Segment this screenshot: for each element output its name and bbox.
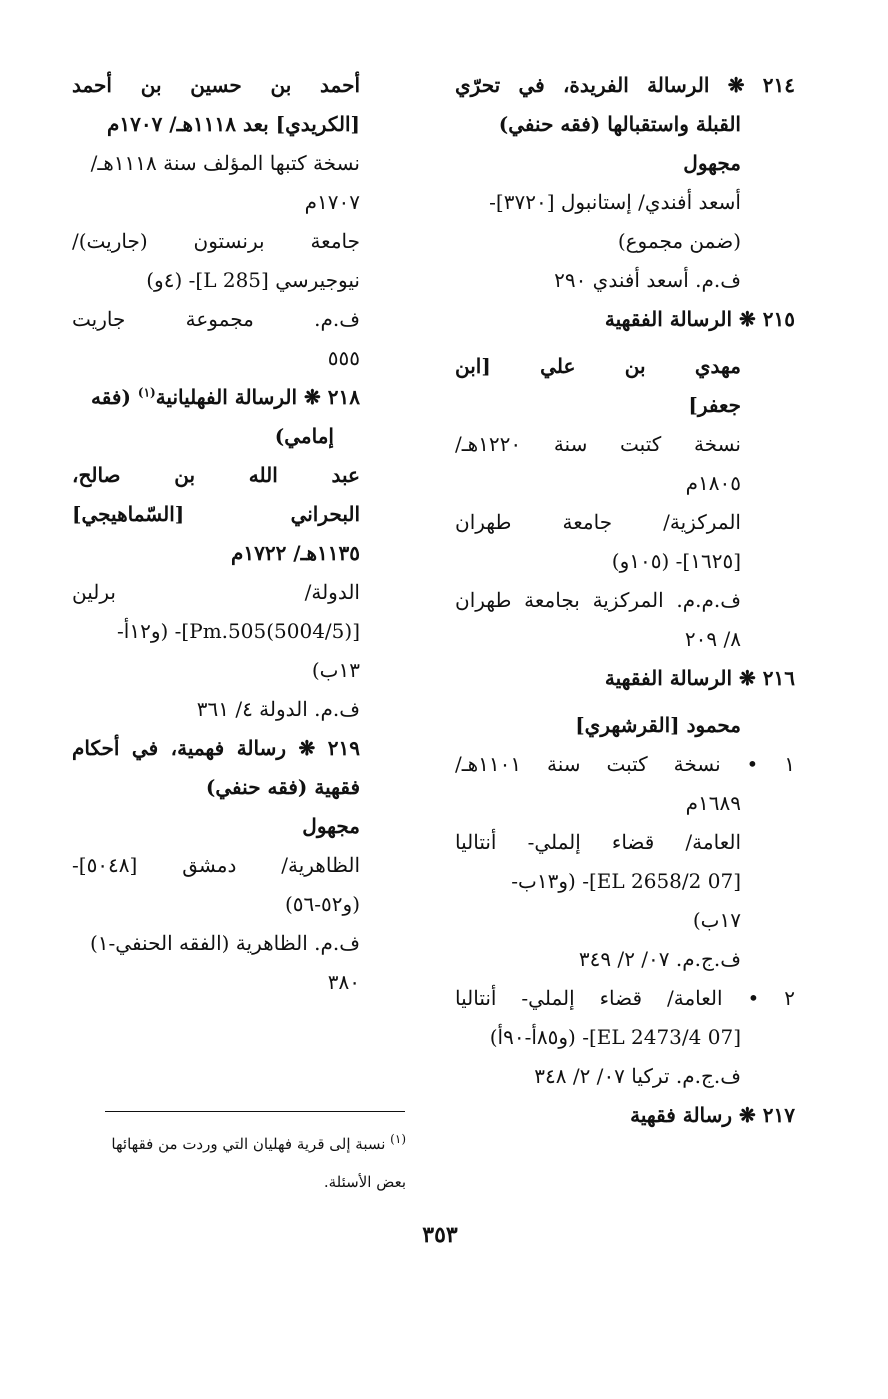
entry-214-catalog-ref: ف.م. أسعد أفندي ٢٩٠	[554, 268, 741, 292]
footnote-divider	[105, 1111, 405, 1112]
entry-218-folios: ١٣ب)	[311, 658, 360, 682]
entry-218-author: عبد الله بن صالح،	[72, 463, 360, 487]
entry-217-copy-note-cont: ١٧٠٧م	[304, 190, 360, 214]
entry-216-title: ٢١٦ ❋ الرسالة الفقهية	[604, 666, 795, 690]
entry-218-author-dates: ١١٣٥هـ/ ١٧٢٢م	[230, 541, 360, 565]
entry-217-catalog-ref: ف.م. مجموعة جاريت	[72, 307, 360, 331]
entry-219-catalog-ref-cont: ٣٨٠	[327, 970, 360, 994]
footnote-ref-marker: (١)	[137, 385, 156, 400]
entry-219-catalog-ref: ف.م. الظاهرية (الفقه الحنفي-١)	[89, 931, 360, 955]
entry-217-title: ٢١٧ ❋ رسالة فقهية	[630, 1103, 795, 1127]
entry-216-author: محمود [القرشهري]	[575, 713, 741, 737]
entry-219-title: ٢١٩ ❋ رسالة فهمية، في أحكام	[72, 736, 360, 760]
footnote-text: نسبة إلى قرية فهليان التي وردت من فقهائها	[111, 1135, 391, 1153]
entry-216-copy-2-catalog-ref: ف.ج.م. تركيا ٠٧/ ٢/ ٣٤٨	[534, 1064, 741, 1088]
entry-215-copy-note-cont: ١٨٠٥م	[685, 471, 741, 495]
entry-214-title: ٢١٤ ❋ الرسالة الفريدة، في تحرّي	[455, 73, 795, 97]
page-number: ٣٥٣	[422, 1222, 458, 1248]
entry-218-title	[72, 378, 360, 417]
entry-219-title-cont: فقهية (فقه حنفي)	[205, 775, 360, 799]
entry-214-location: أسعد أفندي/ إستانبول [٣٧٢٠]-	[489, 190, 741, 214]
entry-216-copy-1-folios: ١٧ب)	[692, 908, 741, 932]
entry-218-title-subject: (فقه	[91, 385, 138, 409]
entry-217-location-cont: نيوجيرسي [285 L]- (٤و)	[146, 268, 360, 292]
entry-218-catalog-ref: ف.م. الدولة ٤/ ٣٦١	[196, 697, 360, 721]
entry-215-catalog-ref: ف.م.م. المركزية بجامعة طهران	[455, 588, 741, 612]
entry-214-location-cont: (ضمن مجموع)	[617, 229, 741, 253]
entry-218-location: الدولة/ برلين	[72, 580, 360, 604]
entry-216-copy-1-date: ١٦٨٩م	[685, 791, 741, 815]
right-column	[455, 66, 795, 1135]
entry-217-author: أحمد بن حسين بن أحمد	[72, 73, 360, 97]
entry-219-location-cont: (و٥٢-٥٦)	[284, 892, 360, 916]
entry-218-title-cont: إمامي)	[274, 424, 334, 448]
entry-214-title-cont: القبلة واستقبالها (فقه حنفي)	[498, 112, 741, 136]
entry-217-copy-note: نسخة كتبها المؤلف سنة ١١١٨هـ/	[90, 151, 360, 175]
entry-216-copy-2-shelfmark: [07 EL 2473/4]- (و٨٥أ-٩٠أ)	[489, 1025, 741, 1049]
footnote	[72, 1125, 406, 1201]
entry-217-catalog-ref-cont: ٥٥٥	[327, 346, 360, 370]
entry-216-copy-1: ١ • نسخة كتبت سنة ١١٠١هـ/	[455, 752, 795, 776]
entry-215-title: ٢١٥ ❋ الرسالة الفقهية	[604, 307, 795, 331]
entry-216-copy-1-shelfmark: [07 EL 2658/2]- (و١٣ب-	[511, 869, 741, 893]
entry-216-copy-1-location: العامة/ قضاء إلملي- أنتاليا	[455, 830, 741, 854]
left-column	[72, 66, 360, 1002]
footnote-marker: (١)	[390, 1132, 406, 1146]
entry-216-copy-2: ٢ • العامة/ قضاء إلملي- أنتاليا	[455, 986, 795, 1010]
entry-215-location-cont: [١٦٢٥]- (١٠٥و)	[611, 549, 741, 573]
entry-215-catalog-ref-cont: ٨/ ٢٠٩	[684, 627, 741, 651]
entry-215-location: المركزية/ جامعة طهران	[455, 510, 741, 534]
entry-218-title-text: ٢١٨ ❋ الرسالة الفهليانية	[155, 385, 360, 409]
entry-218-author-cont: البحراني [السّماهيجي]	[72, 502, 360, 526]
entry-219-location: الظاهرية/ دمشق [٥٠٤٨]-	[72, 853, 360, 877]
entry-214-author: مجهول	[683, 151, 741, 175]
entry-219-author: مجهول	[302, 814, 360, 838]
entry-217-author-cont: [الكريدي] بعد ١١١٨هـ/ ١٧٠٧م	[106, 112, 360, 136]
entry-215-author-cont: جعفر]	[688, 393, 741, 417]
entry-216-copy-1-catalog-ref: ف.ج.م. ٠٧/ ٢/ ٣٤٩	[578, 947, 741, 971]
entry-217-location: جامعة برنستون (جاريت)/	[72, 229, 360, 253]
entry-215-copy-note: نسخة كتبت سنة ١٢٢٠هـ/	[455, 432, 741, 456]
footnote-line-1	[72, 1125, 406, 1163]
entry-215-author: مهدي بن علي [ابن	[455, 354, 741, 378]
entry-218-shelfmark: [(5004/5)Pm.505]- (و١٢أ-	[117, 619, 360, 643]
footnote-line-2: بعض الأسئلة.	[323, 1173, 406, 1191]
